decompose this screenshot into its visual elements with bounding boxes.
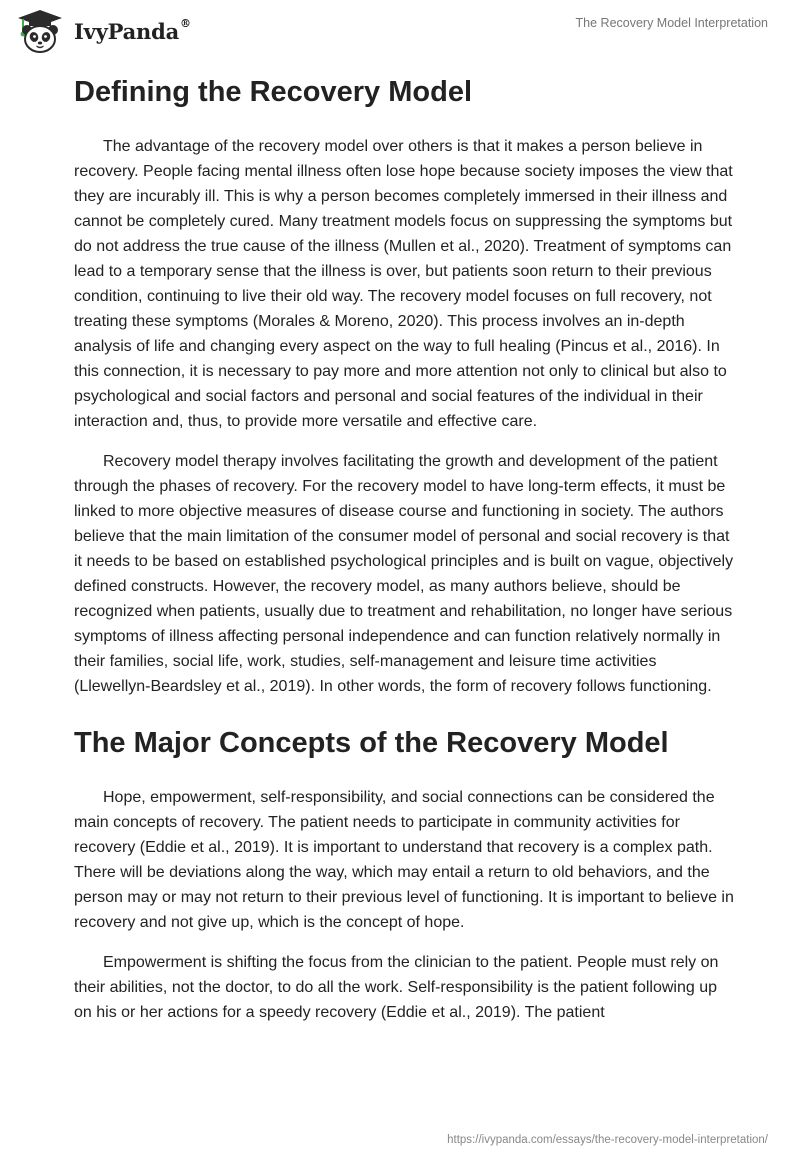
paragraph: The advantage of the recovery model over others is that it makes a person believe in recovery. People facing mental illness often lose hope because society imposes the view that they are incurably ill. This is why a person becomes completely immersed in their illness and cannot be completely cured. Many treatment models focus on suppressing the symptoms but do not address the true cause of the illness (Mullen et al., 2020). Treatment of symptoms can lead to a temporary sense that the illness is over, but patients soon return to their previous condition, continuing to live their old way. The recovery model focuses on full recovery, not treating these symptoms (Morales & Moreno, 2020). This process involves an in-depth analysis of life and changing every aspect on the way to full healing (Pincus et al., 2016). In this connection, it is necessary to pay more and more attention not only to clinical but also to psychological and social factors and personal and social features of the individual in their interaction and, thus, to provide more versatile and effective care.	[74, 138, 733, 430]
registered-mark: ®	[180, 16, 191, 30]
running-title: The Recovery Model Interpretation	[575, 16, 768, 30]
paragraph: Empowerment is shifting the focus from the clinician to the patient. People must rely on their abilities, not the doctor, to do all the work. Self-responsibility is the patient following up on his or her actions for a speedy recovery (Eddie et al., 2019). The patient	[74, 954, 719, 1021]
essay-body	[74, 70, 734, 1040]
section-heading: Defining the Recovery Model	[74, 76, 473, 108]
paragraph: Hope, empowerment, self-responsibility, and social connections can be considered the main concepts of recovery. The patient needs to participate in community activities for recovery (Eddie et al., 2019). It is important to understand that recovery is a complex path. There will be deviations along the way, which may entail a return to old behaviors, and the person may or may not return to their previous level of functioning. It is important to believe in recovery and not give up, which is the concept of hope.	[74, 789, 734, 931]
section-heading: The Major Concepts of the Recovery Model	[74, 727, 669, 759]
paragraph: Recovery model therapy involves facilitating the growth and development of the patient through the phases of recovery. For the recovery model to have long-term effects, it must be linked to more objective measures of disease course and functioning in society. The authors believe that the main limitation of the consumer model of personal and social recovery is that it needs to be based on established psychological principles and is built on vague, objectively defined constructs. However, the recovery model, as many authors believe, should be recognized when patients, usually due to treatment and rehabilitation, no longer have serious symptoms of illness affecting personal independence and can function relatively normally in their families, social life, work, studies, self-management and leisure time activities (Llewellyn-Beardsley et al., 2019). In other words, the form of recovery follows functioning.	[74, 453, 734, 695]
source-url[interactable]: https://ivypanda.com/essays/the-recovery-model-interpretation/	[447, 1134, 768, 1146]
brand-logo[interactable]	[14, 8, 191, 54]
page-header	[0, 0, 800, 60]
panda-graduate-icon	[14, 8, 66, 54]
brand-name: IvyPanda®	[74, 16, 191, 44]
